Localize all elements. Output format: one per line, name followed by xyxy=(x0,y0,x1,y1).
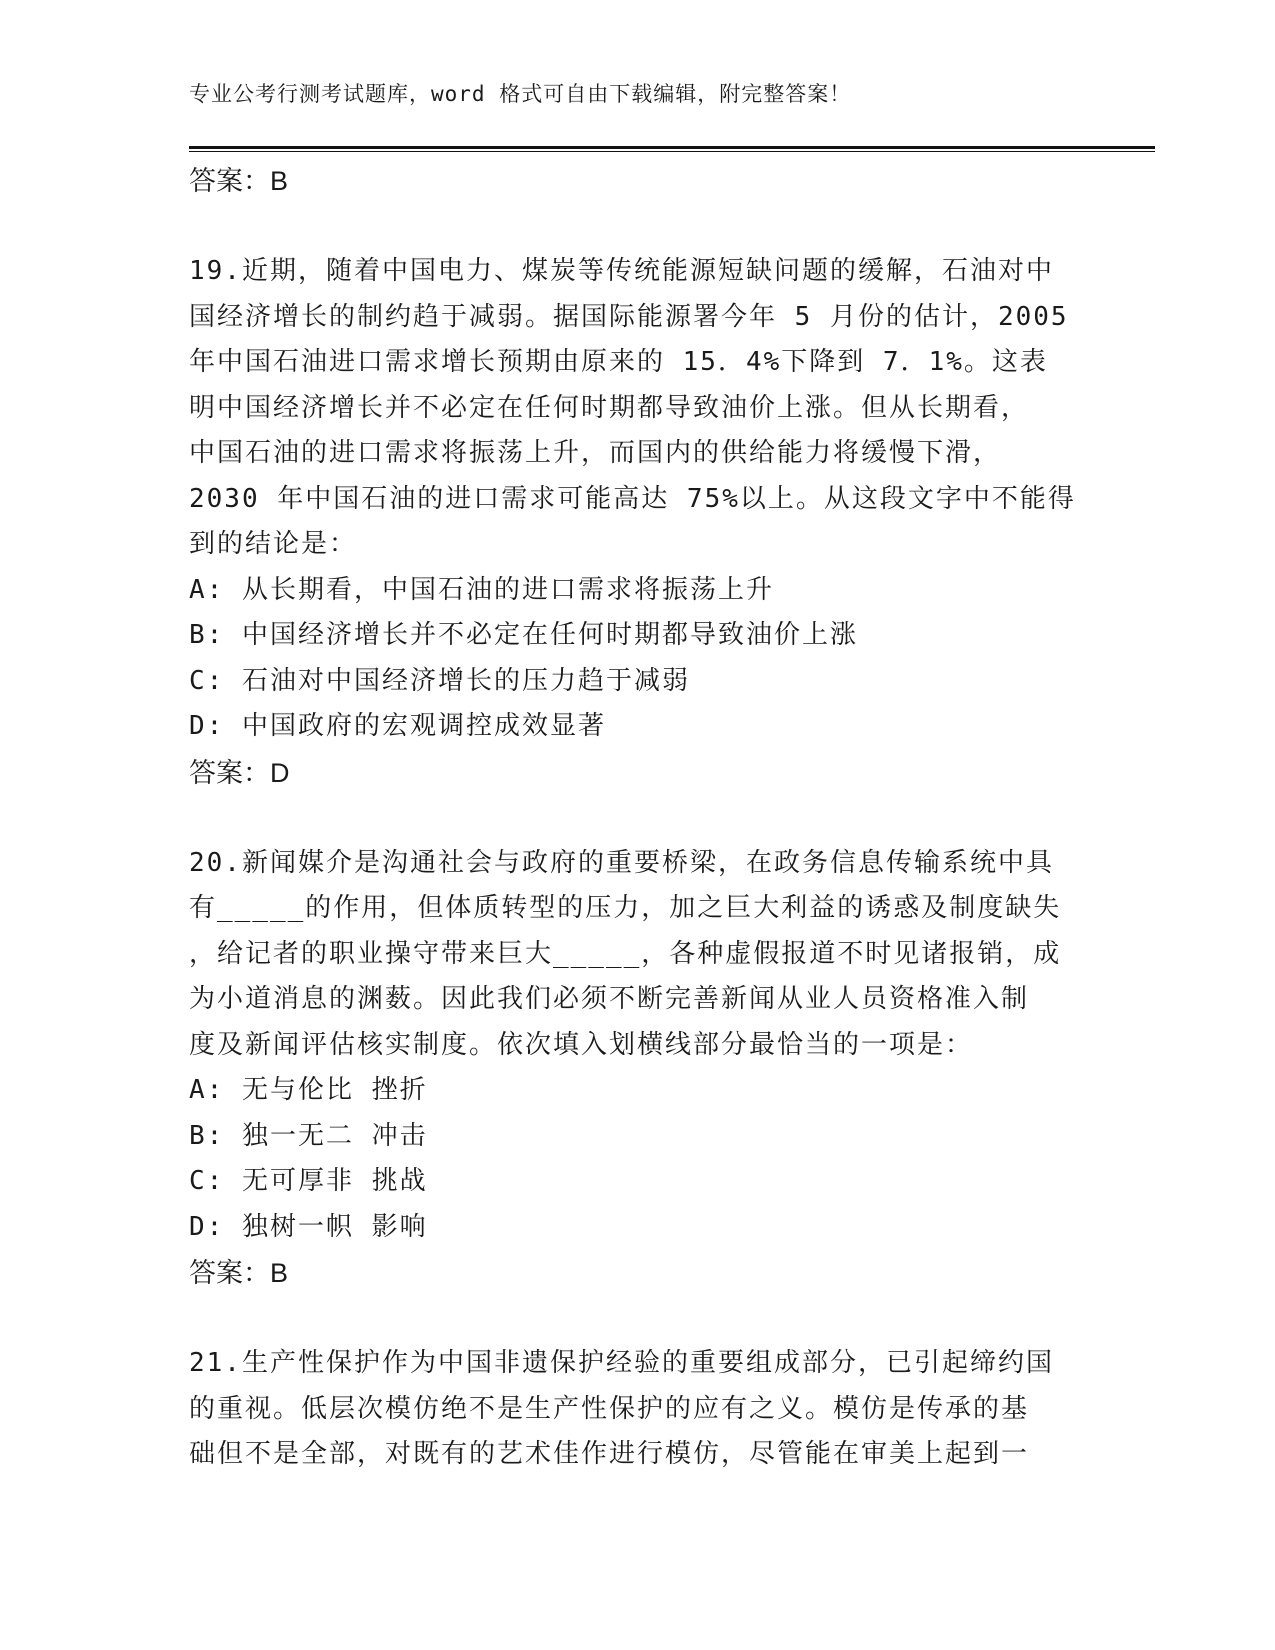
question-20 xyxy=(189,841,1089,1297)
spacer xyxy=(189,796,1089,841)
answer: 答案：D xyxy=(189,757,290,788)
question-line: 为小道消息的渊薮。因此我们必须不断完善新闻从业人员资格准入制 xyxy=(189,984,1030,1014)
question-line: 19.近期，随着中国电力、煤炭等传统能源短缺问题的缓解，石油对中 xyxy=(189,256,1054,286)
question-line: 21.生产性保护作为中国非遗保护经验的重要组成部分，已引起缔约国 xyxy=(189,1348,1054,1378)
spacer xyxy=(189,1296,1089,1341)
question-line: ，给记者的职业操守带来巨大_____，各种虚假报道不时见诸报销，成 xyxy=(189,938,1062,969)
question-line: 2030 年中国石油的进口需求可能高达 75%以上。从这段文字中不能得 xyxy=(189,483,1076,514)
option-a: A: 无与伦比 挫折 xyxy=(189,1075,428,1105)
question-line: 到的结论是： xyxy=(189,529,358,559)
question-21 xyxy=(189,1341,1089,1478)
question-line: 20.新闻媒介是沟通社会与政府的重要桥梁，在政务信息传输系统中具 xyxy=(189,847,1054,878)
page-header: 专业公考行测考试题库，word 格式可自由下载编辑，附完整答案！ xyxy=(189,82,852,106)
option-c: C: 石油对中国经济增长的压力趋于减弱 xyxy=(189,665,690,696)
option-b: B: 独一无二 冲击 xyxy=(189,1120,428,1151)
answer: 答案：B xyxy=(189,1258,289,1288)
question-line: 明中国经济增长并不必定在任何时期都导致油价上涨。但从长期看， xyxy=(189,392,1030,423)
question-19 xyxy=(189,249,1089,796)
question-line: 有_____的作用，但体质转型的压力，加之巨大利益的诱惑及制度缺失 xyxy=(189,893,1062,923)
question-line: 年中国石油进口需求增长预期由原来的 15．4%下降到 7．1%。这表 xyxy=(189,347,1048,377)
question-line: 度及新闻评估核实制度。依次填入划横线部分最恰当的一项是： xyxy=(189,1029,974,1060)
question-line: 国经济增长的制约趋于减弱。据国际能源署今年 5 月份的估计，2005 xyxy=(189,301,1069,332)
question-line: 的重视。低层次模仿绝不是生产性保护的应有之义。模仿是传承的基 xyxy=(189,1393,1030,1424)
option-c: C: 无可厚非 挑战 xyxy=(189,1166,428,1196)
header-rule-thin xyxy=(189,151,1155,152)
spacer xyxy=(189,204,1089,249)
option-b: B: 中国经济增长并不必定在任何时期都导致油价上涨 xyxy=(189,620,858,650)
header-rule-thick xyxy=(189,146,1155,149)
document-body xyxy=(189,158,1089,1478)
previous-answer: 答案：B xyxy=(189,166,289,196)
option-d: D: 独树一帜 影响 xyxy=(189,1211,428,1242)
question-line: 中国石油的进口需求将振荡上升，而国内的供给能力将缓慢下滑， xyxy=(189,438,1002,468)
question-line: 础但不是全部，对既有的艺术佳作进行模仿，尽管能在审美上起到一 xyxy=(189,1439,1030,1469)
option-a: A: 从长期看，中国石油的进口需求将振荡上升 xyxy=(189,574,774,605)
option-d: D: 中国政府的宏观调控成效显著 xyxy=(189,711,606,741)
